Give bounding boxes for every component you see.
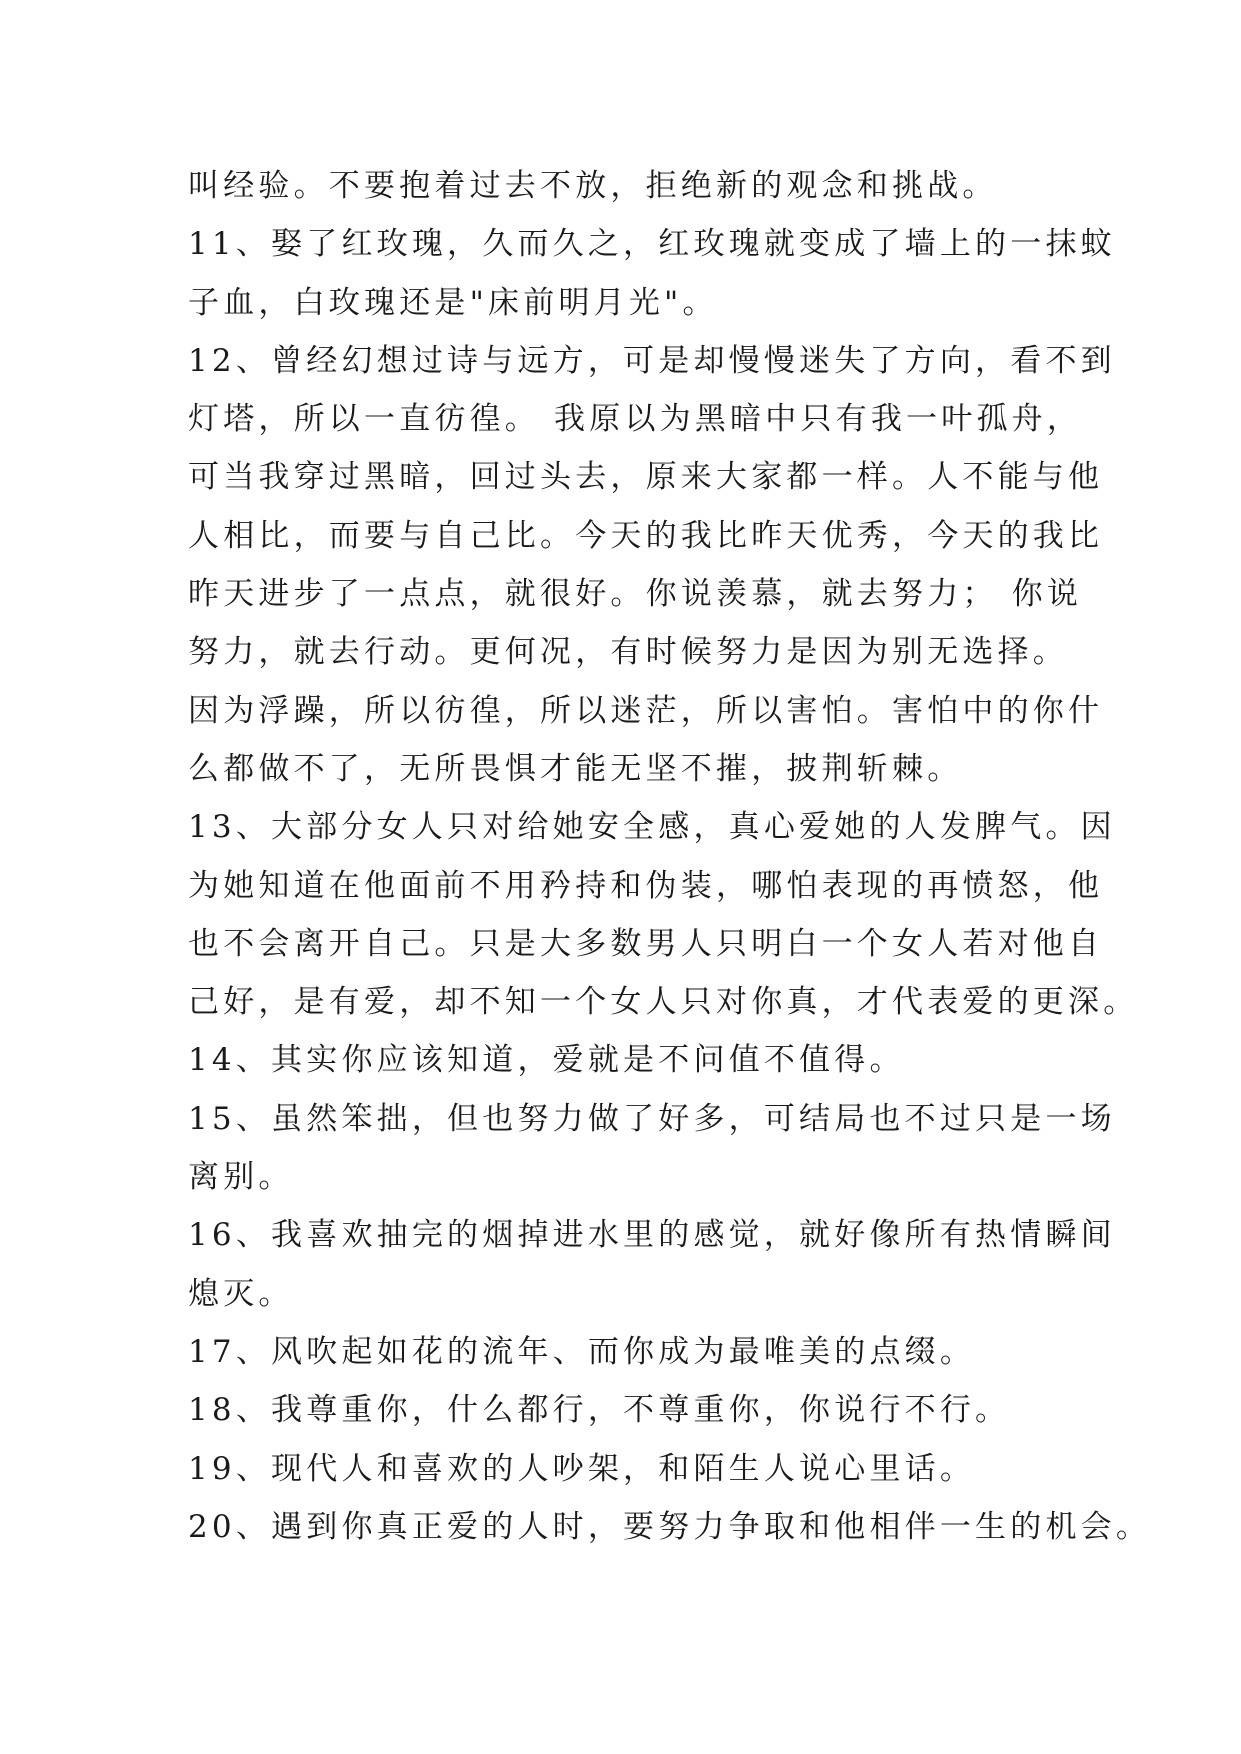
text-line: 离别。 — [188, 1159, 294, 1196]
text-line: 17、风吹起如花的流年、而你成为最唯美的点缀。 — [188, 1333, 976, 1370]
text-line: 因为浮躁，所以彷徨，所以迷茫，所以害怕。害怕中的你什 — [188, 692, 1104, 729]
text-line: 13、大部分女人只对给她安全感，真心爱她的人发脾气。因 — [188, 809, 1116, 846]
text-line: 16、我喜欢抽完的烟掉进水里的感觉，就好像所有热情瞬间 — [188, 1217, 1116, 1254]
text-line: 熄灭。 — [188, 1275, 294, 1312]
text-line: 14、其实你应该知道，爱就是不问值不值得。 — [188, 1042, 905, 1079]
text-line: 18、我尊重你，什么都行，不尊重你，你说行不行。 — [188, 1392, 1011, 1429]
text-line: 为她知道在他面前不用矜持和伪装，哪怕表现的再愤怒，他 — [188, 867, 1104, 904]
text-line: 努力，就去行动。更何况，有时候努力是因为别无选择。 — [188, 634, 1068, 671]
text-line: 20、遇到你真正爱的人时，要努力争取和他相伴一生的机会。 — [188, 1508, 1152, 1545]
text-line: 么都做不了，无所畏惧才能无坚不摧，披荆斩棘。 — [188, 750, 963, 787]
text-line: 19、现代人和喜欢的人吵架，和陌生人说心里话。 — [188, 1450, 976, 1487]
text-line: 也不会离开自己。只是大多数男人只明白一个女人若对他自 — [188, 925, 1104, 962]
text-line: 15、虽然笨拙，但也努力做了好多，可结局也不过只是一场 — [188, 1100, 1116, 1137]
body-text — [188, 157, 1152, 1556]
text-line: 子血，白玫瑰还是"床前明月光"。 — [188, 284, 718, 321]
text-line: 灯塔，所以一直彷徨。 我原以为黑暗中只有我一叶孤舟， — [188, 401, 1083, 438]
text-line: 可当我穿过黑暗，回过头去，原来大家都一样。人不能与他 — [188, 459, 1104, 496]
text-line: 人相比，而要与自己比。今天的我比昨天优秀，今天的我比 — [188, 517, 1104, 554]
text-line: 己好，是有爱，却不知一个女人只对你真，才代表爱的更深。 — [188, 984, 1139, 1021]
text-line: 昨天进步了一点点，就很好。你说羡慕，就去努力； 你说 — [188, 576, 1083, 613]
text-line: 12、曾经幻想过诗与远方，可是却慢慢迷失了方向，看不到 — [188, 342, 1116, 379]
text-line: 11、娶了红玫瑰，久而久之，红玫瑰就变成了墙上的一抹蚊 — [188, 226, 1116, 263]
text-line: 叫经验。不要抱着过去不放，拒绝新的观念和挑战。 — [188, 168, 998, 204]
